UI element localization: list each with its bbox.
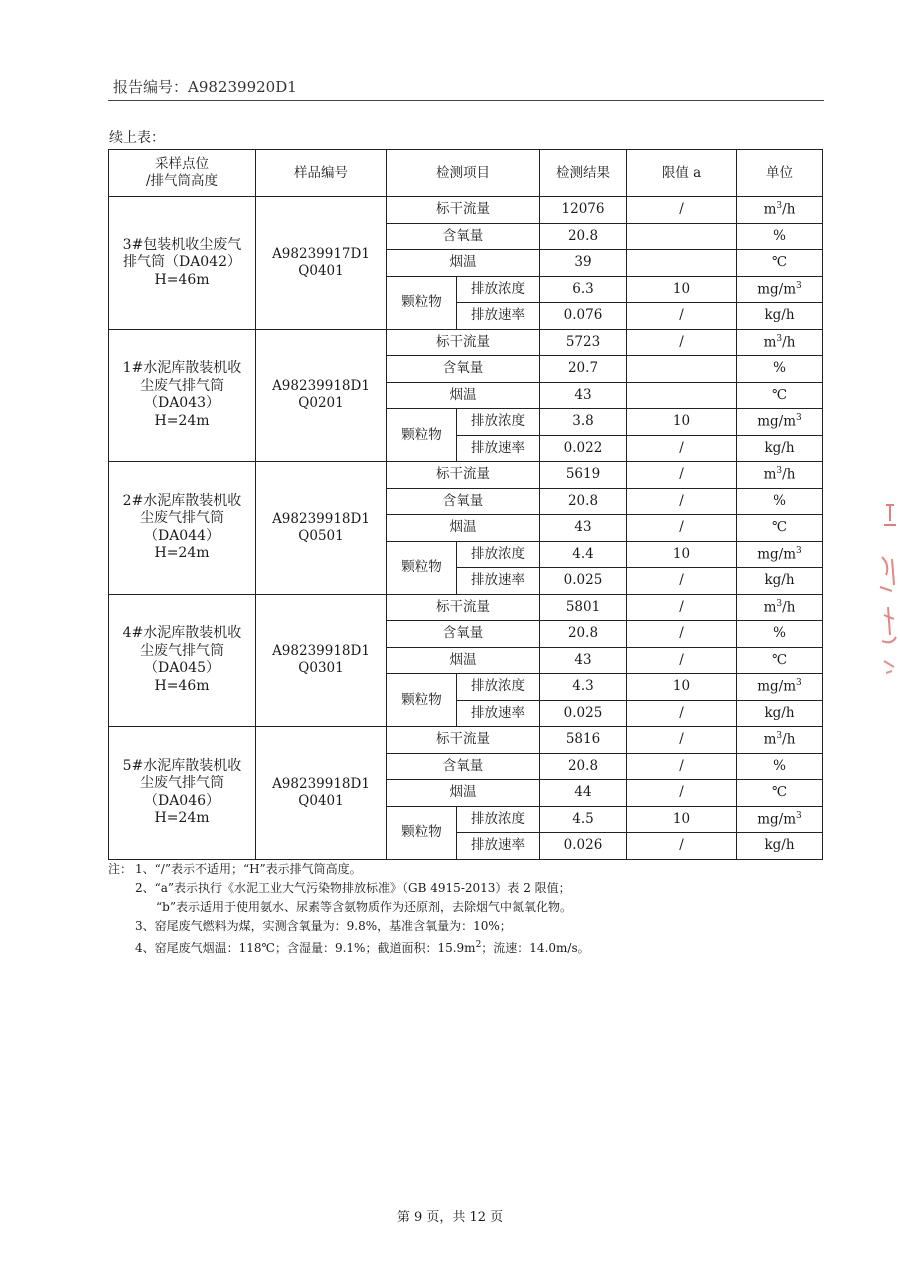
note-4-post: ；流速：14.0m/s。 [481, 941, 590, 955]
item-cell: 含氧量 [387, 356, 540, 383]
result-cell: 0.022 [540, 435, 627, 462]
unit-base: m [763, 599, 777, 616]
result-cell: 20.8 [540, 488, 627, 515]
col-header-site: 采样点位 /排气筒高度 [109, 150, 256, 197]
note-3: 3、窑尾废气燃料为煤，实测含氧量为：9.8%，基准含氧量为：10%； [135, 919, 512, 933]
limit-cell: / [627, 197, 737, 224]
unit-cell: % [737, 488, 823, 515]
unit-base: mg/m [757, 678, 797, 695]
red-seal-stamp [872, 495, 898, 685]
unit-cell [737, 276, 823, 303]
unit-sup: 3 [796, 678, 802, 689]
item-cell: 标干流量 [387, 462, 540, 489]
unit-cell [737, 409, 823, 436]
item-cell: 排放速率 [457, 833, 540, 860]
unit-cell: ℃ [737, 250, 823, 277]
table-row [109, 594, 823, 621]
item-cell: 烟温 [387, 250, 540, 277]
limit-cell: / [627, 727, 737, 754]
item-cell: 含氧量 [387, 223, 540, 250]
note-1-text: 1、“/”表示不适用；“H”表示排气筒高度。 [135, 862, 362, 876]
result-cell: 4.5 [540, 806, 627, 833]
unit-sup: 3 [796, 545, 802, 556]
unit-cell: % [737, 753, 823, 780]
unit-sup: 3 [776, 731, 783, 742]
notes-prefix: 注： [108, 862, 133, 876]
limit-cell: / [627, 621, 737, 648]
unit-cell: ℃ [737, 780, 823, 807]
result-cell: 5723 [540, 329, 627, 356]
note-1 [108, 860, 828, 879]
item-cell: 排放浓度 [457, 409, 540, 436]
limit-cell: / [627, 700, 737, 727]
result-cell: 0.025 [540, 700, 627, 727]
unit-base: m [763, 201, 777, 218]
unit-base: mg/m [757, 546, 797, 563]
unit-cell [737, 329, 823, 356]
col-header-limit: 限值 a [627, 150, 737, 197]
limit-cell: 10 [627, 541, 737, 568]
limit-cell: / [627, 568, 737, 595]
result-cell: 20.8 [540, 621, 627, 648]
item-cell: 标干流量 [387, 727, 540, 754]
unit-cell [737, 197, 823, 224]
table-row [109, 329, 823, 356]
limit-cell: / [627, 515, 737, 542]
report-number-value: A98239920D1 [188, 78, 297, 96]
limit-cell: 10 [627, 409, 737, 436]
result-cell: 4.4 [540, 541, 627, 568]
report-number [113, 76, 297, 97]
unit-cell [737, 594, 823, 621]
sample-id-cell: A98239918D1 Q0201 [256, 329, 387, 462]
unit-sup: 3 [776, 333, 783, 344]
unit-base: m [763, 731, 777, 748]
unit-tail: /h [782, 201, 796, 218]
result-cell: 44 [540, 780, 627, 807]
unit-tail: /h [782, 599, 796, 616]
unit-base: m [763, 466, 777, 483]
table-header-row [109, 150, 823, 197]
emission-results-table [108, 149, 823, 860]
item-cell: 含氧量 [387, 621, 540, 648]
unit-cell: % [737, 356, 823, 383]
limit-cell: 10 [627, 276, 737, 303]
particulate-cell: 颗粒物 [387, 276, 457, 329]
unit-tail: /h [782, 334, 796, 351]
unit-sup: 3 [796, 810, 802, 821]
item-cell: 烟温 [387, 647, 540, 674]
item-cell: 标干流量 [387, 329, 540, 356]
limit-cell: / [627, 303, 737, 330]
col-header-unit: 单位 [737, 150, 823, 197]
note-2: 2、“a”表示执行《水泥工业大气污染物排放标准》（GB 4915-2013）表 2 限值； [135, 881, 571, 895]
note-4 [108, 936, 828, 958]
result-cell: 0.076 [540, 303, 627, 330]
particulate-cell: 颗粒物 [387, 674, 457, 727]
limit-cell: 10 [627, 674, 737, 701]
result-cell: 5801 [540, 594, 627, 621]
result-cell: 6.3 [540, 276, 627, 303]
unit-cell [737, 727, 823, 754]
unit-cell [737, 462, 823, 489]
limit-cell: / [627, 594, 737, 621]
limit-cell: / [627, 329, 737, 356]
item-cell: 排放浓度 [457, 541, 540, 568]
unit-tail: /h [782, 466, 796, 483]
note-4-pre: 4、窑尾废气烟温：118℃；含湿量：9.1%；截道面积：15.9m [135, 941, 476, 955]
result-cell: 43 [540, 647, 627, 674]
unit-cell: kg/h [737, 833, 823, 860]
unit-cell: kg/h [737, 303, 823, 330]
table-row [109, 727, 823, 754]
item-cell: 烟温 [387, 515, 540, 542]
limit-cell [627, 250, 737, 277]
limit-cell: / [627, 753, 737, 780]
item-cell: 排放速率 [457, 435, 540, 462]
result-cell: 43 [540, 515, 627, 542]
item-cell: 排放速率 [457, 303, 540, 330]
unit-cell: ℃ [737, 515, 823, 542]
result-cell: 20.8 [540, 223, 627, 250]
unit-sup: 3 [776, 466, 783, 477]
notes-section [108, 860, 828, 958]
result-cell: 5619 [540, 462, 627, 489]
limit-cell: / [627, 647, 737, 674]
unit-sup: 3 [776, 598, 783, 609]
site-cell: 5#水泥库散装机收 尘废气排气筒 （DA046） H=24m [109, 727, 256, 860]
col-header-result: 检测结果 [540, 150, 627, 197]
unit-base: m [763, 334, 777, 351]
unit-cell [737, 674, 823, 701]
unit-base: mg/m [757, 413, 797, 430]
unit-cell [737, 541, 823, 568]
result-cell: 3.8 [540, 409, 627, 436]
result-cell: 43 [540, 382, 627, 409]
result-cell: 5816 [540, 727, 627, 754]
limit-cell [627, 356, 737, 383]
page-number: 第 9 页，共 12 页 [396, 1210, 504, 1225]
col-header-item: 检测项目 [387, 150, 540, 197]
unit-cell: ℃ [737, 382, 823, 409]
limit-cell: / [627, 462, 737, 489]
item-cell: 排放浓度 [457, 674, 540, 701]
item-cell: 烟温 [387, 780, 540, 807]
limit-cell: / [627, 780, 737, 807]
limit-cell [627, 382, 737, 409]
particulate-cell: 颗粒物 [387, 409, 457, 462]
sample-id-cell: A98239918D1 Q0401 [256, 727, 387, 860]
note-4-sup: 2 [475, 940, 482, 950]
result-cell: 4.3 [540, 674, 627, 701]
result-cell: 20.7 [540, 356, 627, 383]
result-cell: 20.8 [540, 753, 627, 780]
sample-id-cell: A98239918D1 Q0301 [256, 594, 387, 727]
sample-id-cell: A98239918D1 Q0501 [256, 462, 387, 595]
sample-id-cell: A98239917D1 Q0401 [256, 197, 387, 330]
unit-cell: kg/h [737, 435, 823, 462]
particulate-cell: 颗粒物 [387, 806, 457, 859]
unit-tail: /h [782, 731, 796, 748]
item-cell: 排放浓度 [457, 276, 540, 303]
site-cell: 1#水泥库散装机收 尘废气排气筒 （DA043） H=24m [109, 329, 256, 462]
item-cell: 烟温 [387, 382, 540, 409]
result-cell: 0.026 [540, 833, 627, 860]
limit-cell: / [627, 435, 737, 462]
limit-cell: / [627, 833, 737, 860]
item-cell: 排放浓度 [457, 806, 540, 833]
table-body [109, 197, 823, 860]
unit-base: mg/m [757, 811, 797, 828]
unit-cell: kg/h [737, 568, 823, 595]
header-divider [108, 100, 824, 101]
item-cell: 含氧量 [387, 753, 540, 780]
item-cell: 排放速率 [457, 568, 540, 595]
limit-cell [627, 223, 737, 250]
result-cell: 12076 [540, 197, 627, 224]
unit-sup: 3 [796, 413, 802, 424]
site-cell: 3#包装机收尘废气 排气筒（DA042） H=46m [109, 197, 256, 330]
particulate-cell: 颗粒物 [387, 541, 457, 594]
unit-cell: ℃ [737, 647, 823, 674]
site-cell: 4#水泥库散装机收 尘废气排气筒 （DA045） H=46m [109, 594, 256, 727]
note-2b: “b”表示适用于使用氨水、尿素等含氨物质作为还原剂，去除烟气中氮氧化物。 [156, 900, 572, 914]
limit-cell: 10 [627, 806, 737, 833]
unit-cell: % [737, 621, 823, 648]
unit-sup: 3 [796, 280, 802, 291]
item-cell: 排放速率 [457, 700, 540, 727]
col-header-sample: 样品编号 [256, 150, 387, 197]
unit-sup: 3 [776, 201, 783, 212]
unit-base: mg/m [757, 281, 797, 298]
item-cell: 标干流量 [387, 594, 540, 621]
site-cell: 2#水泥库散装机收 尘废气排气筒 （DA044） H=24m [109, 462, 256, 595]
table-row [109, 462, 823, 489]
report-number-label: 报告编号： [113, 78, 189, 96]
item-cell: 含氧量 [387, 488, 540, 515]
continued-label: 续上表： [109, 130, 165, 146]
result-cell: 0.025 [540, 568, 627, 595]
unit-cell: kg/h [737, 700, 823, 727]
unit-cell [737, 806, 823, 833]
limit-cell: / [627, 488, 737, 515]
result-cell: 39 [540, 250, 627, 277]
item-cell: 标干流量 [387, 197, 540, 224]
table-row [109, 197, 823, 224]
unit-cell: % [737, 223, 823, 250]
